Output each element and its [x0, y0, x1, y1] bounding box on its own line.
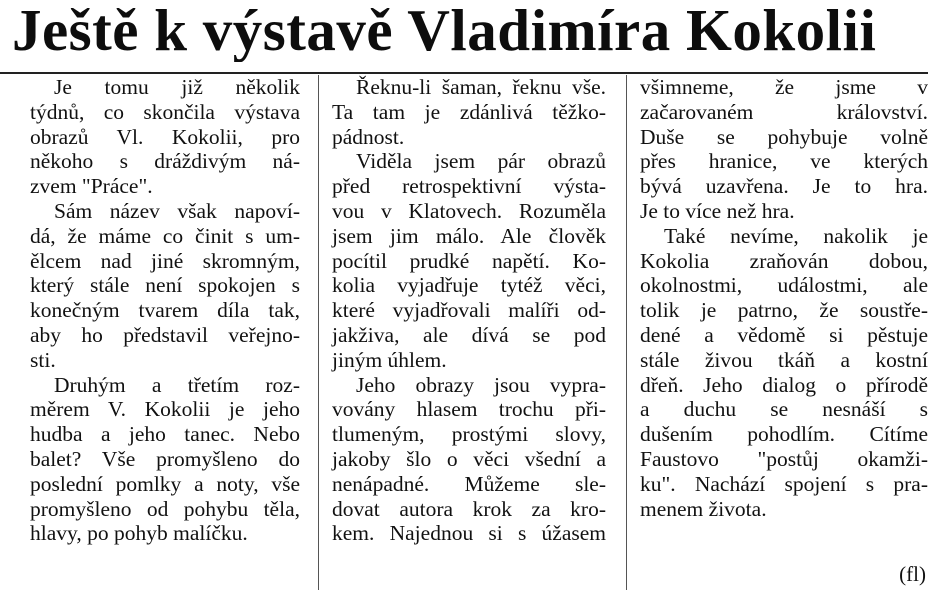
text-line: měrem V. Kokolii je jeho [30, 397, 300, 422]
text-line: kolia vyjadřuje tytéž věci, [332, 273, 606, 298]
article-paragraph [30, 199, 300, 373]
text-line: okolnostmi, událostmi, ale [640, 273, 928, 298]
text-line: Také nevíme, nakolik je [664, 223, 928, 248]
text-line: balet? Vše promyšleno do [30, 446, 300, 471]
text-line: hudba a jeho tanec. Nebo [30, 422, 300, 447]
text-line: vovány hlasem trochu při- [332, 397, 606, 422]
text-line: přes hranice, ve kterých [640, 149, 928, 174]
text-line: aby ho představil veřejno- [30, 322, 300, 347]
text-line: pocítil prudké napětí. Ko- [332, 248, 606, 273]
article-paragraph [332, 75, 606, 149]
text-line: hlavy, po pohyb malíčku. [30, 521, 248, 546]
article-headline: Ještě k výstavě Vladimíra Kokolii [12, 0, 877, 62]
text-line: všimneme, že jsme v [640, 75, 928, 99]
headline-rule [0, 72, 928, 74]
text-line: pádnost. [332, 124, 405, 149]
text-line: Je tomu již několik [54, 75, 300, 99]
text-line: Ta tam je zdánlivá těžko- [332, 99, 606, 124]
text-line: obrazů Vl. Kokolii, pro [30, 124, 300, 149]
text-line: před retrospektivní výsta- [332, 174, 606, 199]
text-line: ělcem nad jiné skromným, [30, 248, 300, 273]
text-line: bývá uzavřena. Je to hra. [640, 174, 928, 199]
text-line: Kokolia zraňován dobou, [640, 248, 928, 273]
text-line: jakoby šlo o věci všední a [332, 446, 606, 471]
text-line: Je to více než hra. [640, 198, 795, 223]
text-line: nenápadné. Můžeme sle- [332, 471, 606, 496]
text-line: který stále není spokojen s [30, 273, 300, 298]
text-line: jakživa, ale dívá se pod [332, 322, 606, 347]
text-line: dené a vědomě si pěstuje [640, 322, 928, 347]
text-line: Sám název však napoví- [54, 198, 300, 223]
article-column-2 [332, 75, 606, 546]
text-line: a duchu se nesnáší s [640, 397, 928, 422]
article-column-3 [640, 75, 928, 521]
text-line: sti. [30, 347, 56, 372]
text-line: promyšleno od pohybu těla, [30, 496, 300, 521]
text-line: tlumeným, prostými slovy, [332, 422, 606, 447]
text-line: začarovaném království. [640, 99, 928, 124]
text-line: zvem "Práce". [30, 174, 153, 199]
text-line: Faustovo "postůj okamži- [640, 446, 928, 471]
text-line: ku". Nachází spojení s pra- [640, 471, 928, 496]
text-line: stále živou tkáň a kostní [640, 347, 928, 372]
article-column-1 [30, 75, 300, 546]
text-line: Duše se pohybuje volně [640, 124, 928, 149]
article-paragraph [30, 373, 300, 547]
text-line: týdnů, co skončila výstava [30, 99, 300, 124]
text-line: dušením pohodlím. Cítíme [640, 422, 928, 447]
text-line: menem života. [640, 496, 767, 521]
author-signature: (fl) [899, 562, 926, 586]
text-line: které vyjadřovali malíři od- [332, 298, 606, 323]
text-line: dovat autora krok za kro- [332, 496, 606, 521]
text-line: vou v Klatovech. Rozuměla [332, 198, 606, 223]
text-line: poslední pomlky a noty, vše [30, 471, 300, 496]
text-line: jiným úhlem. [332, 347, 447, 372]
text-line: někoho s dráždivým ná- [30, 149, 300, 174]
text-line: Jeho obrazy jsou vypra- [356, 372, 606, 397]
text-line: Řeknu-li šaman, řeknu vše. [356, 75, 606, 99]
text-line: dřeň. Jeho dialog o přírodě [640, 372, 928, 397]
text-line: tolik je patrno, že soustře- [640, 298, 928, 323]
article-paragraph [640, 224, 928, 522]
text-line: Druhým a třetím roz- [54, 372, 300, 397]
text-line: dá, že máme co činit s um- [30, 223, 300, 248]
column-divider [318, 75, 319, 590]
article-paragraph [332, 373, 606, 547]
article-paragraph [332, 149, 606, 372]
column-divider [626, 75, 627, 590]
text-line: Viděla jsem pár obrazů [356, 149, 606, 174]
text-line: konečným tvarem díla tak, [30, 298, 300, 323]
article-paragraph [30, 75, 300, 199]
article-paragraph [640, 75, 928, 224]
text-line: kem. Najednou si s úžasem [332, 521, 606, 546]
text-line: jsem jim málo. Ale člověk [332, 223, 606, 248]
